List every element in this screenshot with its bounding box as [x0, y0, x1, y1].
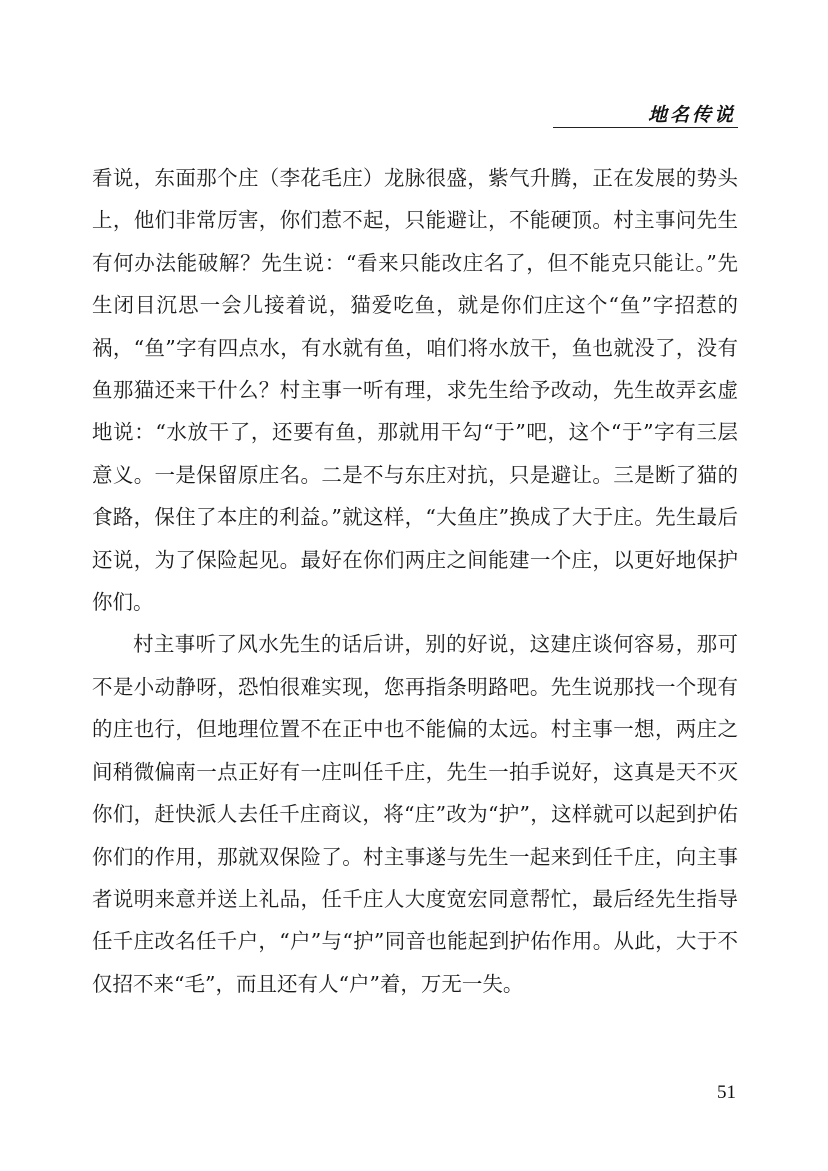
paragraph-2: 村主事听了风水先生的话后讲，别的好说，这建庄谈何容易，那可不是小动静呀，恐怕很难实现，您再指条明路吧。先生说那找一个现有的庄也行，但地理位置不在正中也不能偏的太远。村主事一想，两庄之间稍微偏南一点正好有一庄叫任千庄，先生一拍手说好，这真是天不灭你们，赶快派人去任千庄商议，将“庄”改为“护”，这样就可以起到护佑你们的作用，那就双保险了。村主事遂与先生一起来到任千庄，向主事者说明来意并送上礼品，任千庄人大度宽宏同意帮忙，最后经先生指导任千庄改名任千户，“户”与“护”同音也能起到护佑作用。从此，大于不仅招不来“毛”，而且还有人“户”着，万无一失。: [92, 632, 738, 996]
body-text: [92, 157, 738, 1005]
page-number: 51: [717, 1082, 736, 1103]
running-header-title: 地名传说: [647, 104, 736, 126]
paragraph-1: 看说，东面那个庄（李花毛庄）龙脉很盛，紫气升腾，正在发展的势头上，他们非常厉害，你们惹不起，只能避让，不能硬顶。村主事问先生有何办法能破解？先生说：“看来只能改庄名了，但不能克只能让。”先生闭目沉思一会儿接着说，猫爱吃鱼，就是你们庄这个“鱼”字招惹的祸，“鱼”字有四点水，有水就有鱼，咱们将水放干，鱼也就没了，没有鱼那猫还来干什么？村主事一听有理，求先生给予改动，先生故弄玄虚地说：“水放干了，还要有鱼，那就用干勾“于”吧，这个“于”字有三层意义。一是保留原庄名。二是不与东庄对抗，只是避让。三是断了猫的食路，保住了本庄的利益。”就这样，“大鱼庄”换成了大于庄。先生最后还说，为了保险起见。最好在你们两庄之间能建一个庄，以更好地保护你们。: [92, 166, 738, 615]
header-rule: [553, 127, 738, 128]
